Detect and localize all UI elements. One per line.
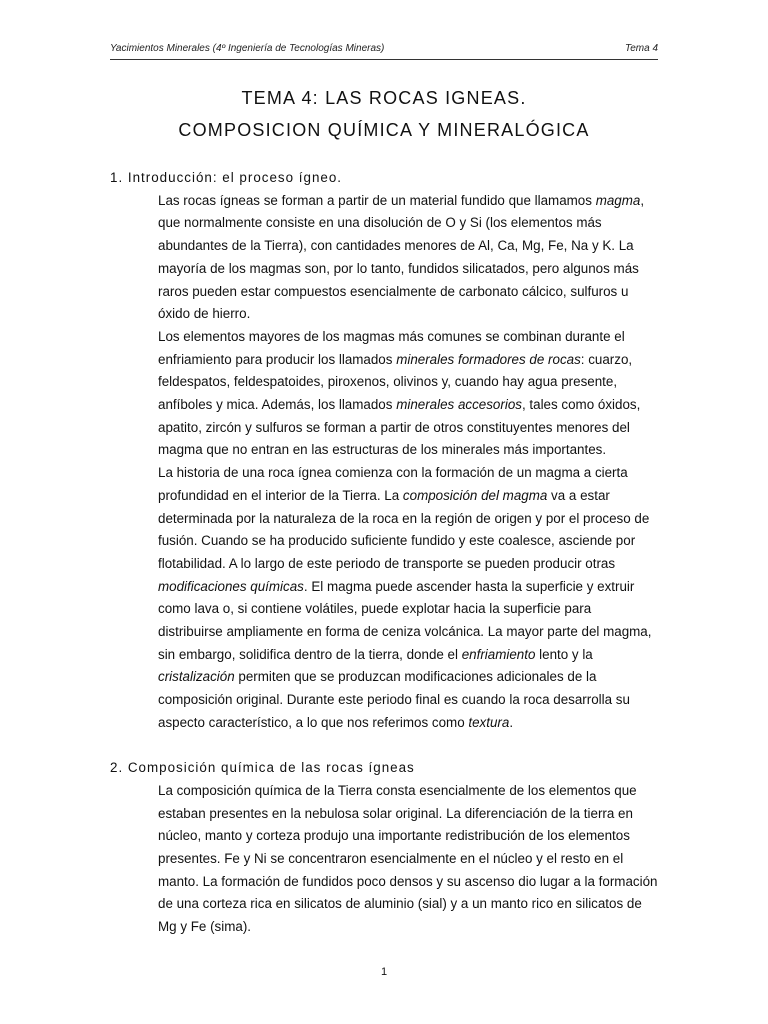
paragraph-3-text-c: va a estar determinada por la naturaleza de la roca en la región de origen y por el proceso de fusión. Cuando se ha producido suficiente fundido y este coalesce, asciende por flotabilidad. A lo largo de este periodo de transporte se pueden producir otras [158,487,650,571]
section-heading-2: 2. Composición química de las rocas ígneas [110,760,415,776]
term-enfriamiento: enfriamiento [461,646,536,662]
term-modificaciones-quimicas: modificaciones químicas [158,578,304,594]
header-chapter-label: Tema 4 [625,43,658,54]
section-heading-1: 1. Introducción: el proceso ígneo. [110,170,343,185]
paragraph-2-text-a: Los elementos mayores de los magmas más comunes se combinan durante el enfriamiento para producir los llamados [158,328,625,367]
paragraph-1-text-a: Las rocas ígneas se forman a partir de un material fundido que llamamos [158,192,592,208]
term-composicion-magma: composición del magma [402,487,548,503]
page-title: TEMA 4: LAS ROCAS IGNEAS. [241,88,527,108]
paragraph-3-text-a: La historia de una roca ígnea comienza con la formación de un magma a cierta profundidad en el interior de la Tierra. La [158,465,628,503]
document-body [110,167,658,939]
paragraph-4: La composición química de la Tierra consta esencialmente de los elementos que estaban presentes en la nebulosa solar original. La diferenciación de la tierra en núcleo, manto y corteza produjo una importante redistribución de los elementos presentes. Fe y Ni se concentraron esencialmente en el núcleo y el resto en el manto. La formación de fundidos poco densos y su ascenso dio lugar a la formación de una corteza rica en silicatos de aluminio (sial) y a un manto rico en silicatos de Mg y Fe (sima). [158,782,658,935]
paragraph-1 [110,190,658,326]
paragraph-3-text-i: permiten que se produzcan modificaciones adicionales de la composición original. Durante este periodo final es cuando la roca desarrolla su aspecto característico, a lo que nos referimos como [158,669,630,730]
section-spacer [110,735,658,758]
term-minerales-accesorios: minerales accesorios [396,397,522,413]
paragraph-2 [110,326,658,462]
header-divider [110,59,658,60]
term-textura: textura [468,714,510,730]
paragraph-2-text-e: , tales como óxidos, apatito, zircón y sulfuros se forman a partir de otros constituyentes menores del magma que no entran en las estructuras de los minerales más importantes. [158,397,641,458]
paragraph-2-text-c: : cuarzo, feldespatos, feldespatoides, piroxenos, olivinos y, cuando hay agua presente, anfíboles y mica. Además, los llamados [158,351,633,413]
term-minerales-formadores: minerales formadores de rocas [396,351,581,367]
header-course-title: Yacimientos Minerales (4º Ingeniería de Tecnologías Mineras) [110,43,385,54]
running-header [110,43,658,59]
page-subtitle: COMPOSICION QUÍMICA Y MINERALÓGICA [178,120,590,140]
paragraph-1-text-c: , que normalmente consiste en una disolución de O y Si (los elementos más abundantes de la Tierra), con cantidades menores de Al, Ca, Mg, Fe, Na y K. La mayoría de los magmas son, por lo tanto, fundidos silicatados, pero algunos más raros pueden estar compuestos esencialmente de carbonato cálcico, sulfuros u óxido de hierro. [158,192,645,322]
paragraph-3-text-e: . El magma puede ascender hasta la superficie y extruir como lava o, si contiene volátiles, puede explotar hacia la superficie para distribuirse ampliamente en forma de ceniza volcánica. La mayor parte del magma, sin embargo, solidifica dentro de la tierra, donde el [158,578,652,662]
term-magma: magma [595,192,641,208]
page-number: 1 [380,966,388,978]
paragraph-3 [110,462,658,734]
term-cristalizacion: cristalización [158,669,235,685]
paragraph-3-text-g: lento y la [539,646,593,662]
paragraph-3-text-k: . [509,714,514,730]
